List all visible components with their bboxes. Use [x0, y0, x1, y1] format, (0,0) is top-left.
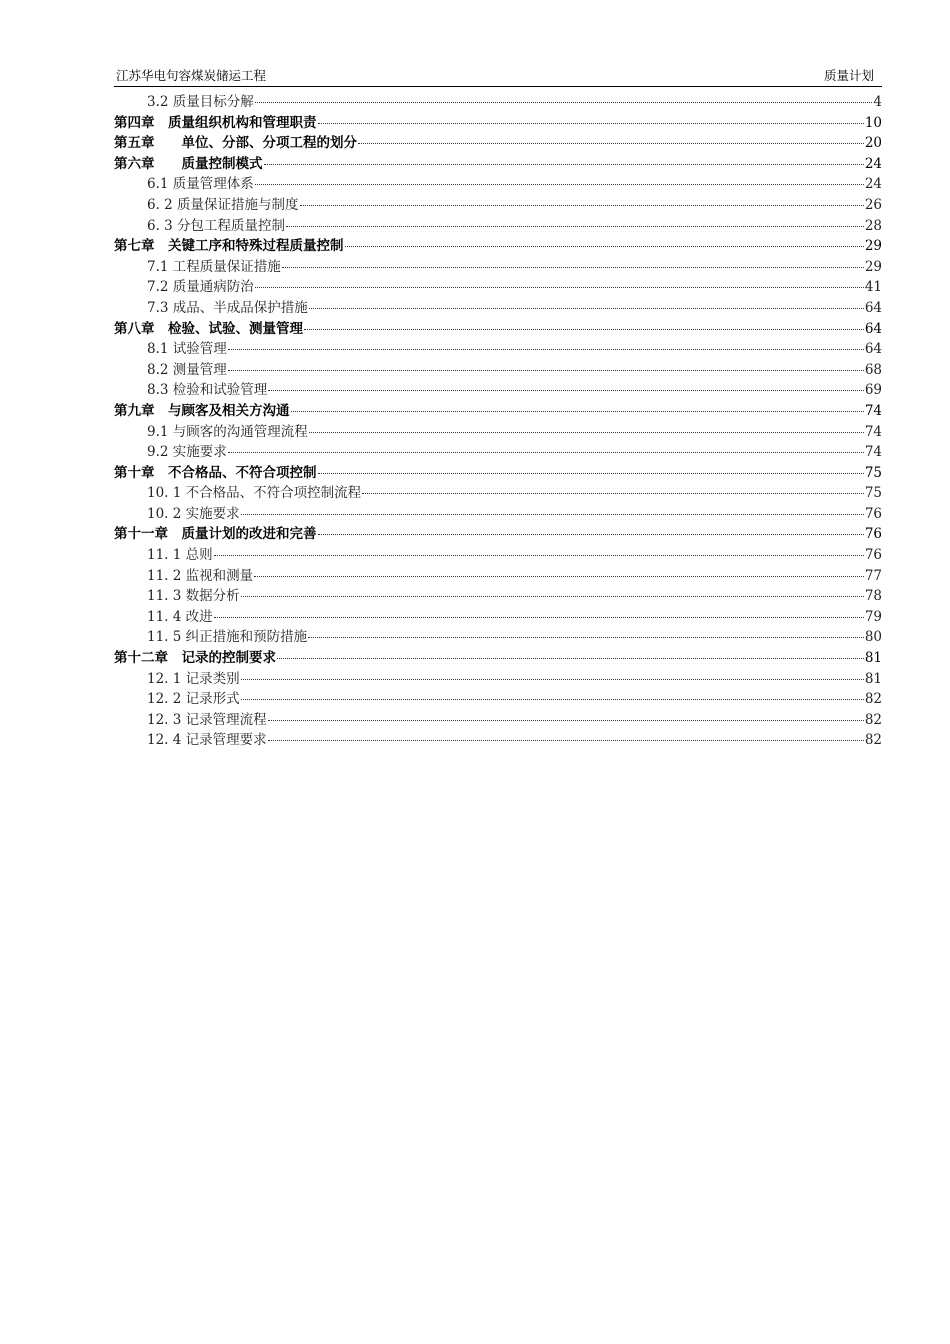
- toc-entry-title: 第十章 不合格品、不符合项控制: [114, 464, 317, 481]
- toc-section-entry[interactable]: [114, 442, 882, 463]
- toc-entry-page-number: 29: [864, 258, 882, 275]
- toc-entry-page-number: 10: [864, 114, 882, 131]
- toc-section-entry[interactable]: [114, 504, 882, 525]
- dot-leader: [228, 452, 864, 453]
- toc-entry-page-number: 24: [864, 176, 882, 193]
- dot-leader: [268, 390, 864, 391]
- toc-section-entry[interactable]: [114, 277, 882, 298]
- toc-entry-page-number: 26: [864, 196, 882, 213]
- toc-entry-page-number: 68: [864, 361, 882, 378]
- toc-entry-page-number: 81: [864, 670, 882, 687]
- toc-entry-title: 8.1 试验管理: [147, 341, 227, 358]
- dot-leader: [241, 699, 864, 700]
- toc-entry-page-number: 81: [864, 650, 882, 667]
- dot-leader: [318, 473, 864, 474]
- toc-entry-title: 7.2 质量通病防治: [147, 279, 254, 296]
- dot-leader: [362, 493, 864, 494]
- toc-entry-title: 10. 1 不合格品、不符合项控制流程: [147, 485, 362, 502]
- toc-entry-page-number: 82: [864, 732, 882, 749]
- toc-chapter-entry[interactable]: [114, 154, 882, 175]
- toc-section-entry[interactable]: [114, 689, 882, 710]
- toc-entry-title: 第五章 单位、分部、分项工程的划分: [114, 135, 357, 152]
- toc-entry-page-number: 76: [864, 526, 882, 543]
- toc-entry-page-number: 74: [864, 423, 882, 440]
- toc-section-entry[interactable]: [114, 710, 882, 731]
- toc-section-entry[interactable]: [114, 627, 882, 648]
- toc-section-entry[interactable]: [114, 339, 882, 360]
- toc-chapter-entry[interactable]: [114, 524, 882, 545]
- toc-entry-title: 11. 5 纠正措施和预防措施: [147, 629, 308, 646]
- toc-section-entry[interactable]: [114, 483, 882, 504]
- document-title: 江苏华电句容煤炭储运工程: [116, 68, 267, 83]
- dot-leader: [254, 576, 864, 577]
- toc-entry-title: 7.1 工程质量保证措施: [147, 258, 281, 275]
- toc-section-entry[interactable]: [114, 298, 882, 319]
- dot-leader: [241, 514, 864, 515]
- dot-leader: [255, 102, 873, 103]
- toc-entry-title: 3.2 质量目标分解: [147, 94, 254, 110]
- toc-section-entry[interactable]: [114, 566, 882, 587]
- toc-entry-page-number: 78: [864, 588, 882, 605]
- toc-entry-page-number: 29: [864, 238, 882, 255]
- toc-entry-page-number: 28: [864, 217, 882, 234]
- toc-entry-page-number: 76: [864, 505, 882, 522]
- toc-entry-page-number: 41: [864, 279, 882, 296]
- toc-section-entry[interactable]: [114, 257, 882, 278]
- dot-leader: [268, 740, 864, 741]
- dot-leader: [268, 720, 864, 721]
- toc-entry-page-number: 80: [864, 629, 882, 646]
- toc-section-entry[interactable]: [114, 586, 882, 607]
- dot-leader: [228, 349, 864, 350]
- toc-entry-page-number: 74: [864, 444, 882, 461]
- toc-entry-title: 11. 2 监视和测量: [147, 567, 254, 584]
- toc-section-entry[interactable]: [114, 92, 882, 113]
- dot-leader: [286, 226, 864, 227]
- toc-section-entry[interactable]: [114, 545, 882, 566]
- dot-leader: [318, 123, 864, 124]
- dot-leader: [241, 596, 864, 597]
- toc-entry-title: 12. 2 记录形式: [147, 691, 240, 708]
- toc-entry-title: 第四章 质量组织机构和管理职责: [114, 114, 317, 131]
- toc-entry-title: 12. 4 记录管理要求: [147, 732, 267, 749]
- toc-section-entry[interactable]: [114, 669, 882, 690]
- toc-section-entry[interactable]: [114, 730, 882, 751]
- dot-leader: [228, 370, 864, 371]
- dot-leader: [345, 246, 864, 247]
- toc-section-entry[interactable]: [114, 380, 882, 401]
- toc-section-entry[interactable]: [114, 216, 882, 237]
- dot-leader: [308, 637, 864, 638]
- toc-entry-page-number: 82: [864, 691, 882, 708]
- toc-section-entry[interactable]: [114, 174, 882, 195]
- toc-entry-title: 6. 2 质量保证措施与制度: [147, 196, 299, 213]
- toc-section-entry[interactable]: [114, 360, 882, 381]
- toc-entry-title: 6.1 质量管理体系: [147, 176, 254, 193]
- toc-chapter-entry[interactable]: [114, 113, 882, 134]
- toc-entry-title: 10. 2 实施要求: [147, 505, 240, 522]
- toc-entry-page-number: 75: [864, 485, 882, 502]
- toc-entry-title: 第十一章 质量计划的改进和完善: [114, 526, 317, 543]
- toc-entry-page-number: 77: [864, 567, 882, 584]
- dot-leader: [277, 658, 864, 659]
- dot-leader: [358, 143, 864, 144]
- toc-entry-page-number: 64: [864, 299, 882, 316]
- toc-section-entry[interactable]: [114, 607, 882, 628]
- toc-entry-title: 9.1 与顾客的沟通管理流程: [147, 423, 308, 440]
- toc-entry-page-number: 64: [864, 320, 882, 337]
- toc-entry-page-number: 76: [864, 547, 882, 564]
- toc-entry-page-number: 79: [864, 608, 882, 625]
- dot-leader: [255, 287, 864, 288]
- dot-leader: [282, 267, 864, 268]
- toc-entry-title: 12. 3 记录管理流程: [147, 711, 267, 728]
- toc-section-entry[interactable]: [114, 195, 882, 216]
- toc-entry-title: 11. 4 改进: [147, 608, 213, 625]
- dot-leader: [255, 184, 864, 185]
- toc-entry-title: 12. 1 记录类别: [147, 670, 240, 687]
- toc-chapter-entry[interactable]: [114, 648, 882, 669]
- toc-entry-title: 第十二章 记录的控制要求: [114, 650, 276, 667]
- toc-chapter-entry[interactable]: [114, 236, 882, 257]
- toc-entry-title: 8.3 检验和试验管理: [147, 382, 268, 399]
- toc-entry-title: 8.2 测量管理: [147, 361, 227, 378]
- toc-chapter-entry[interactable]: [114, 133, 882, 154]
- dot-leader: [304, 329, 864, 330]
- toc-entry-title: 第七章 关键工序和特殊过程质量控制: [114, 238, 344, 255]
- toc-entry-title: 第六章 质量控制模式: [114, 155, 263, 172]
- toc-entry-page-number: 75: [864, 464, 882, 481]
- toc-chapter-entry[interactable]: [114, 401, 882, 422]
- toc-chapter-entry[interactable]: [114, 463, 882, 484]
- dot-leader: [300, 205, 864, 206]
- toc-entry-page-number: 24: [864, 155, 882, 172]
- document-type: 质量计划: [823, 68, 874, 83]
- dot-leader: [318, 534, 864, 535]
- toc-entry-title: 7.3 成品、半成品保护措施: [147, 299, 308, 316]
- toc-entry-page-number: 20: [864, 135, 882, 152]
- dot-leader: [214, 555, 864, 556]
- dot-leader: [291, 411, 864, 412]
- toc-entry-page-number: 74: [864, 402, 882, 419]
- toc-entry-page-number: 82: [864, 711, 882, 728]
- dot-leader: [309, 432, 864, 433]
- toc-entry-title: 第八章 检验、试验、测量管理: [114, 320, 303, 337]
- toc-entry-title: 第九章 与顾客及相关方沟通: [114, 402, 290, 419]
- toc-entry-title: 11. 1 总则: [147, 547, 213, 564]
- toc-entry-title: 9.2 实施要求: [147, 444, 227, 461]
- toc-entry-title: 11. 3 数据分析: [147, 588, 240, 605]
- dot-leader: [241, 679, 864, 680]
- toc-chapter-entry[interactable]: [114, 319, 882, 340]
- table-of-contents: [114, 92, 882, 751]
- toc-entry-title: 6. 3 分包工程质量控制: [147, 217, 286, 234]
- toc-section-entry[interactable]: [114, 422, 882, 443]
- toc-entry-page-number: 4: [873, 94, 882, 110]
- dot-leader: [309, 308, 864, 309]
- dot-leader: [264, 164, 864, 165]
- page-header: [114, 68, 882, 87]
- toc-entry-page-number: 69: [864, 382, 882, 399]
- dot-leader: [214, 617, 864, 618]
- toc-entry-page-number: 64: [864, 341, 882, 358]
